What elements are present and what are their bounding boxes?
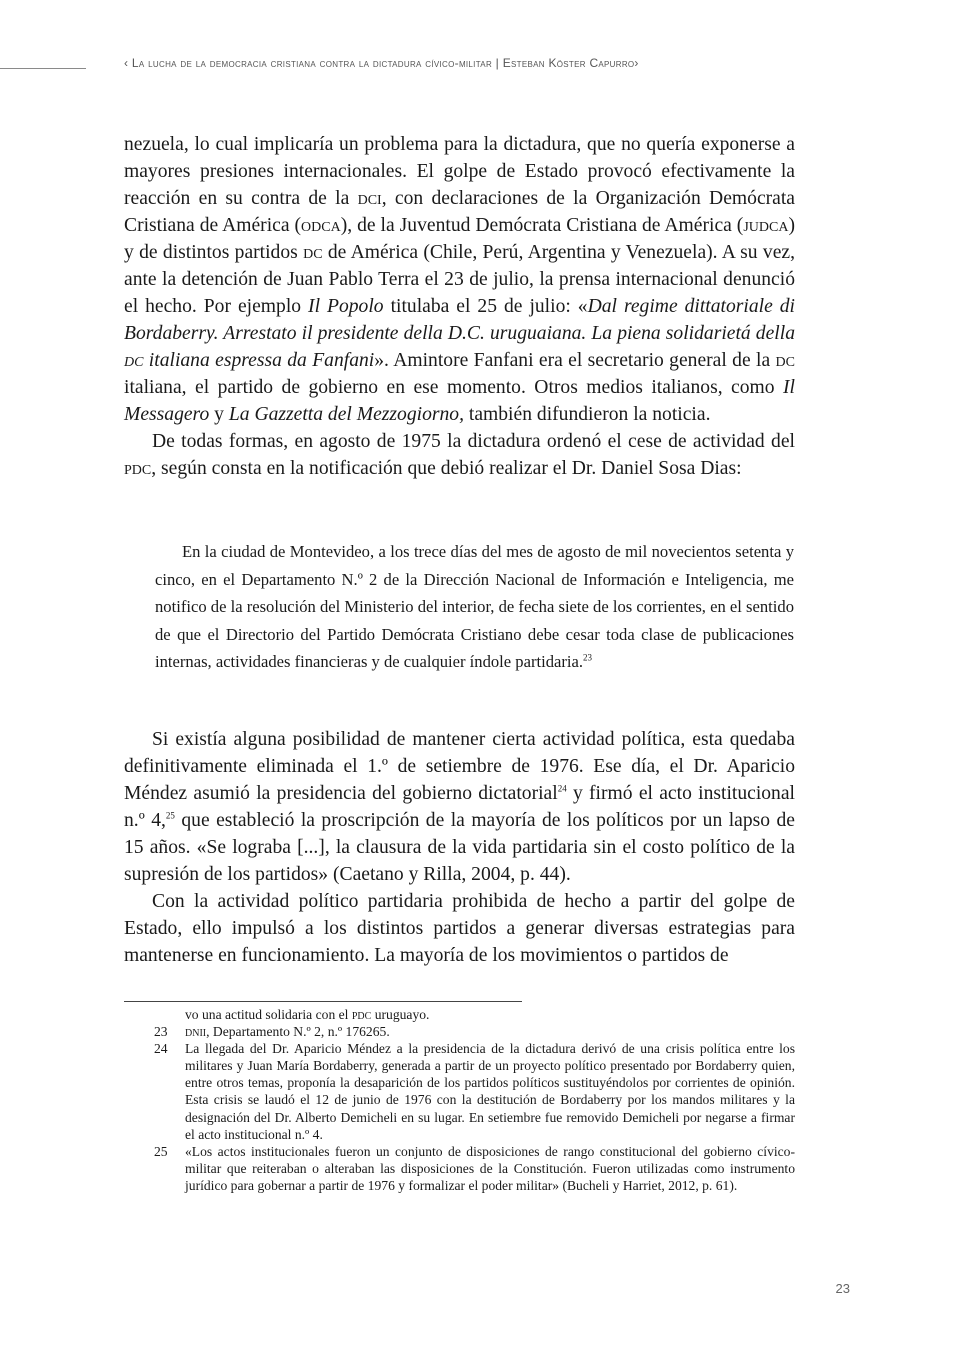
footnote-ref-24[interactable]: 24 [557,783,567,794]
footnote-number: 25 [154,1143,168,1159]
paragraph-2: De todas formas, en agosto de 1975 la dictadura ordenó el cese de actividad del pdc, según consta en la notificación que debió realizar el Dr. Daniel Sosa Dias: [124,431,795,479]
footnote-number: 24 [154,1041,168,1057]
running-header: ‹ La lucha de la democracia cristiana contra la dictadura cívico-militar | Esteban Köster Capurro› [124,56,639,70]
footnote-ref-25[interactable]: 25 [165,810,175,821]
paragraph-1: nezuela, lo cual implicaría un problema para la dictadura, que no quería exponerse a mayores presiones internacionales. El golpe de Estado provocó efectivamente la reacción en su contra de la dci, con declaraciones de la Organización Demócrata Cristiana de América (odca), de la Juventud Demócrata Cristiana de América (judca) y de distintos partidos dc de América (Chile, Perú, Argentina y Venezuela). A su vez, ante la detención de Juan Pablo Terra el 23 de julio, la prensa internacional denunció el hecho. Por ejemplo Il Popolo titulaba el 25 de julio: «Dal regime dittatoriale di Bordaberry. Arrestato il presidente della D.C. uruguaiana. La piena solidarietá della dc italiana espressa da Fanfani». Amintore Fanfani era el secretario general de la dc italiana, el partido de gobierno en ese momento. Otros medios italianos, como Il Messagero y La Gazzetta del Mezzogiorno, también difundieron la noticia. [124,134,796,425]
header-rule [0,68,86,69]
footnote-rule [124,1001,522,1002]
paragraph-4: Con la actividad político partidaria prohibida de hecho a partir del golpe de Estado, ello impulsó a los distintos partidos a generar diversas estrategias para mantenerse en funcionamiento. La mayoría de los movimientos o partidos de [124,891,795,966]
footnote-25: 25 «Los actos institucionales fueron un conjunto de disposiciones de rango constitucional del gobierno cívico-militar que reiteraban o alteraban las disposiciones de la Constitución. Fueron utilizadas como instrumento jurídico para gobernar a partir de 1976 y formalizar el poder militar» (Bucheli y Harriet, 2012, p. 61). [124,1143,795,1194]
footnote-ref-23[interactable]: 23 [583,652,593,663]
main-text-continued [124,726,795,969]
block-quote: En la ciudad de Montevideo, a los trece días del mes de agosto de mil novecientos setenta y cinco, en el Departamento N.º 2 de la Dirección Nacional de Información e Inteligencia, me notifico de la resolución del Ministerio del interior, de fecha siete de los corrientes, en el sentido de que el Directorio del Partido Demócrata Cristiano debe cesar toda clase de publicaciones internas, actividades financieras y de cualquier índole partidaria.$^{23}$ [155,542,794,671]
newspaper-il-popolo: Il Popolo [308,296,384,317]
footnotes [124,1006,795,1194]
footnote-23: 23 dnii, Departamento N.º 2, n.º 176265. [124,1023,795,1040]
paragraph-3: Si existía alguna posibilidad de mantener cierta actividad política, esta quedaba definitivamente eliminada el 1.º de setiembre de 1976. Ese día, el Dr. Aparicio Méndez asumió la presidencia del gobierno dictatorial$^{24}$ y firmó el acto institucional n.º 4,25 que estableció la proscripción de la mayoría de los políticos por un lapso de 15 años. «Se lograba [...], la clausura de la vida partidaria sin el costo político de la supresión de los partidos» (Caetano y Rilla, 2004, p. 44). [124,729,795,885]
footnote-24: 24 La llegada del Dr. Aparicio Méndez a la presidencia de la dictadura derivó de una crisis política entre los militares y Juan María Bordaberry, generada a partir de un proyecto político presentado por Bordaberry quien, entre otros temas, proponía la desaparición de los partidos políticos sustituyéndolos por corrientes de opinión. Esta crisis se laudó el 12 de junio de 1976 con la destitución de Bordaberry por los mandos militares y la designación del Dr. Alberto Demicheli en su lugar. En setiembre fue removido Demicheli por negarse a firmar el acto institucional n.º 4. [124,1040,795,1143]
main-text [124,131,795,482]
footnote-continued: vo una actitud solidaria con el pdc uruguayo. [185,1007,430,1022]
footnote-number: 23 [154,1024,168,1040]
page-number: 23 [835,1281,850,1296]
